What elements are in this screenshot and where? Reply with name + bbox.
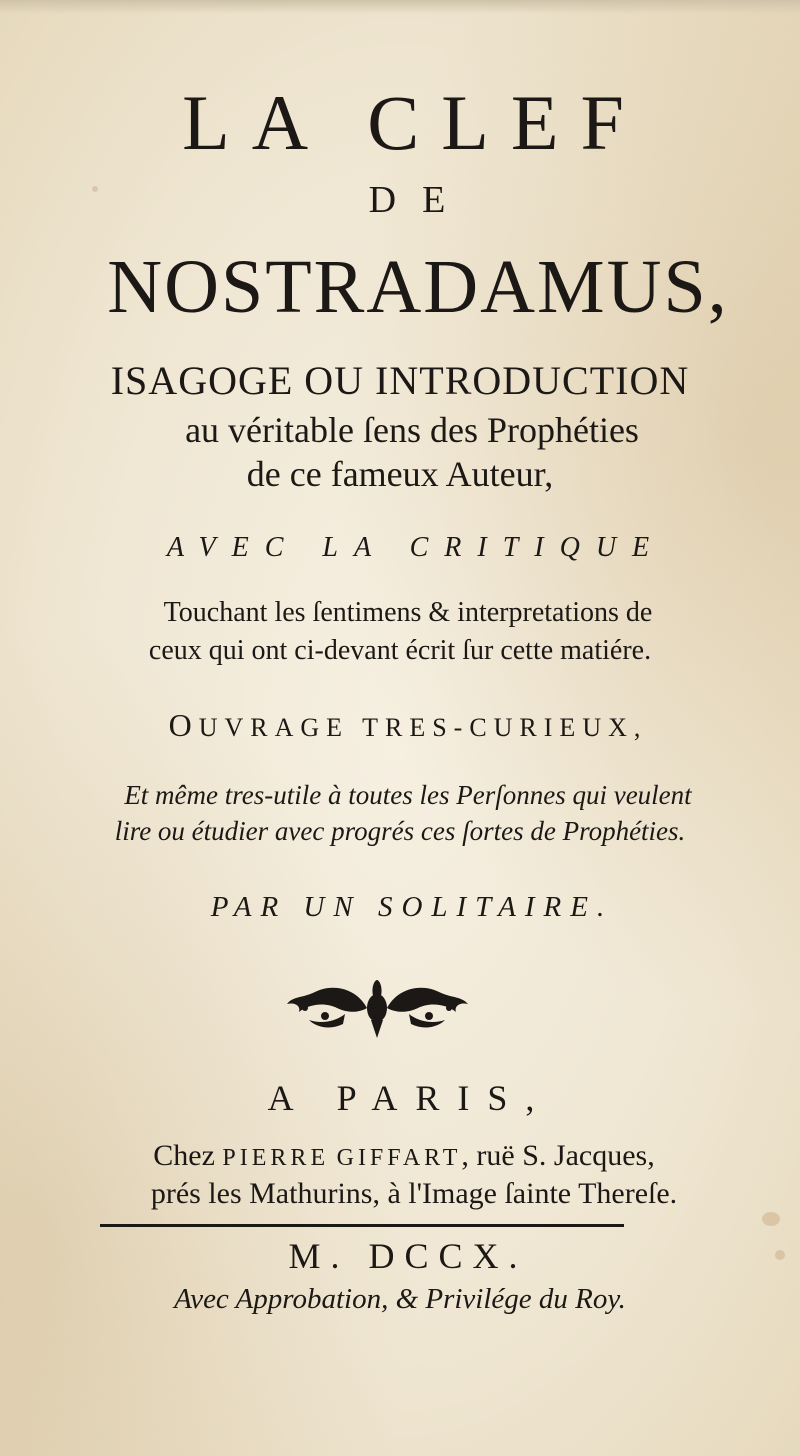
imprint-year: M. DCCX.: [288, 1236, 528, 1276]
imprint-printer-line: [0, 1136, 800, 1178]
foxing-stain: [762, 1212, 780, 1226]
fleuron-ornament-icon: [285, 978, 470, 1040]
ouvrage-initial: O: [168, 707, 199, 743]
title-line-2: DE: [368, 179, 472, 221]
imprint-street: , ruë S. Jacques,: [461, 1139, 655, 1172]
horizontal-rule: [100, 1224, 624, 1227]
imprint-address-line: prés les Mathurins, à l'Image ſainte Thereſe.: [150, 1177, 678, 1210]
imprint-printer-last: GIFFART: [336, 1145, 462, 1171]
subtitle-line-1: ISAGOGE OU INTRODUCTION: [110, 358, 690, 403]
subtitle-line-2: au véritable ſens des Prophéties: [185, 410, 639, 450]
utile-line-1: Et même tres-utile à toutes les Perſonnes qui veulent: [124, 780, 692, 810]
subtitle-line-3: de ce fameux Auteur,: [246, 454, 554, 494]
title-line-3: NOSTRADAMUS,: [107, 245, 729, 329]
title-line-1: LA CLEF: [182, 79, 646, 166]
critique-line-2: ceux qui ont ci-devant écrit ſur cette matiére.: [148, 635, 652, 666]
imprint-approbation: Avec Approbation, & Privilége du Roy.: [174, 1283, 626, 1315]
critique-heading: AVEC LA CRITIQUE: [166, 532, 666, 563]
author-line: PAR UN SOLITAIRE.: [210, 891, 614, 923]
ouvrage-rest: UVRAGE TRES-CURIEUX,: [198, 713, 648, 742]
imprint-printer-first: PIERRE: [222, 1145, 330, 1171]
imprint-city: A PARIS,: [267, 1078, 553, 1118]
imprint-chez: Chez: [153, 1139, 215, 1172]
critique-line-1: Touchant les ſentimens & interpretations de: [163, 597, 653, 628]
utile-line-2: lire ou étudier avec progrés ces ſortes de Prophéties.: [114, 816, 686, 846]
ouvrage-line: [0, 708, 800, 745]
